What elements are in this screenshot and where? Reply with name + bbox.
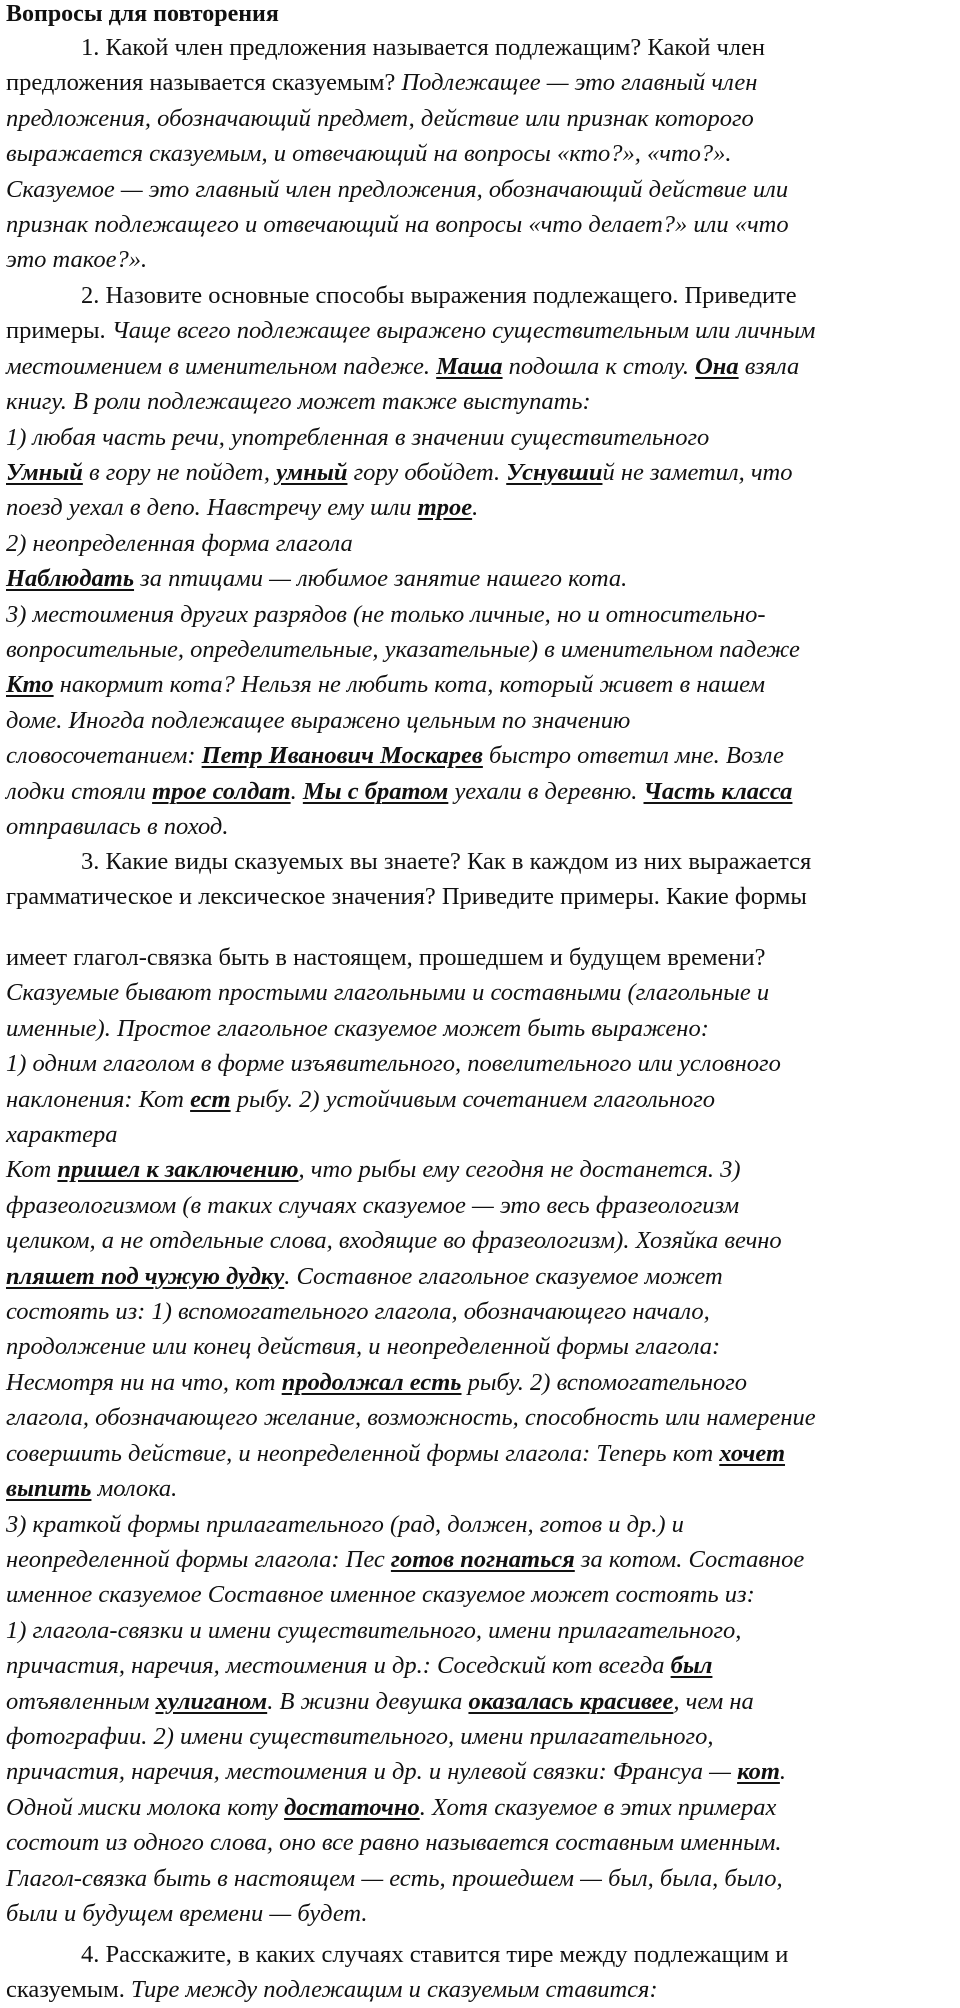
italic-answer-text: признак подлежащего и отвечающий на вопросы «что делает?» или «что <box>6 211 789 239</box>
question-text: имеет глагол-связка быть в настоящем, прошедшем и будущем времени? <box>6 944 766 971</box>
text-line <box>6 844 956 879</box>
italic-answer-text: состоит из одного слова, оно все равно называется составным именным. <box>6 1829 782 1857</box>
question-text: 4. Расскажите, в каких случаях ставится тире между подлежащим и <box>81 1941 789 1968</box>
text-line <box>6 1896 956 1931</box>
text-line <box>6 242 956 277</box>
text-line <box>6 1117 956 1152</box>
page-title: Вопросы для повторения <box>6 1 279 27</box>
text-line <box>6 1046 956 1081</box>
italic-answer-text: состоять из: 1) вспомогательного глагола, обозначающего начало, <box>6 1298 710 1326</box>
text-line <box>6 632 956 667</box>
italic-answer-text: причастия, наречия, местоимения и др.: Соседский кот всегда <box>6 1652 671 1680</box>
italic-answer-text: характера <box>6 1121 118 1149</box>
text-line <box>6 774 956 809</box>
italic-answer-text: Подлежащее — это главный член <box>401 69 758 97</box>
text-line <box>6 1082 956 1117</box>
highlighted-example: достаточно <box>284 1793 420 1821</box>
text-line <box>6 420 956 455</box>
question-2-block <box>6 278 956 845</box>
highlighted-example: умный <box>276 459 348 487</box>
text-line <box>6 136 956 171</box>
text-line <box>6 1471 956 1506</box>
highlighted-example: хулиганом <box>155 1687 268 1715</box>
italic-answer-text: 2) неопределенная форма глагола <box>6 529 353 557</box>
italic-answer-text: уехали в деревню. <box>448 777 644 805</box>
highlighted-example: Она <box>695 352 739 380</box>
italic-answer-text: . Составное глагольное сказуемое может <box>284 1262 723 1290</box>
highlighted-example: трое <box>417 494 473 522</box>
highlighted-example: Уснувши <box>506 459 603 487</box>
text-line <box>6 879 956 914</box>
italic-answer-text: Сказуемые бывают простыми глагольными и составными (глагольные и <box>6 979 770 1007</box>
italic-answer-text: совершить действие, и неопределенной формы глагола: Теперь кот <box>6 1439 720 1467</box>
highlighted-example: Петр Иванович Москарев <box>201 742 483 770</box>
text-line <box>6 561 956 596</box>
text-line <box>6 1223 956 1258</box>
italic-answer-text: за птицами — любимое занятие нашего кота. <box>134 565 628 593</box>
italic-answer-text: поезд уехал в депо. Навстречу ему шли <box>6 494 418 522</box>
italic-answer-text: причастия, наречия, местоимения и др. и нулевой связки: Франсуа — <box>6 1758 738 1786</box>
italic-answer-text: быстро ответил мне. Возле <box>482 742 784 770</box>
italic-answer-text: 3) краткой формы прилагательного (рад, должен, готов и др.) и <box>6 1510 684 1538</box>
highlighted-example: пляшет под чужую дудку <box>6 1262 285 1290</box>
text-line <box>6 1188 956 1223</box>
question-text: примеры. <box>6 317 112 345</box>
italic-answer-text: глагола, обозначающего желание, возможность, способность или намерение <box>6 1404 816 1432</box>
text-line <box>6 809 956 844</box>
italic-answer-text: словосочетанием: <box>6 742 202 770</box>
italic-answer-text: целиком, а не отдельные слова, входящие во фразеологизм). Хозяйка вечно <box>6 1227 782 1255</box>
text-line <box>6 1400 956 1435</box>
text-line <box>6 1329 956 1364</box>
text-line <box>6 703 956 738</box>
italic-answer-text: выражается сказуемым, и отвечающий на вопросы «кто?», «что?». <box>6 140 732 168</box>
text-line <box>6 349 956 384</box>
highlighted-example: Кто <box>6 671 54 699</box>
italic-answer-text: , что рыбы ему сегодня не достанется. 3) <box>298 1156 741 1184</box>
question-text: грамматическое и лексическое значения? Приведите примеры. Какие формы <box>6 883 807 911</box>
italic-answer-text: отправилась в поход. <box>6 813 229 841</box>
italic-answer-text: Чаще всего подлежащее выражено существительным или личным <box>111 317 816 345</box>
question-text: предложения называется сказуемым? <box>6 69 402 97</box>
italic-answer-text: фотографии. 2) имени существительного, имени прилагательного, <box>6 1722 714 1750</box>
italic-answer-text: взяла <box>738 352 800 380</box>
italic-answer-text: это такое?». <box>6 246 148 274</box>
text-line <box>6 1937 956 1972</box>
highlighted-example: был <box>670 1652 713 1680</box>
italic-answer-text: . <box>472 494 479 522</box>
italic-answer-text: вопросительные, определительные, указательные) в именительном падеже <box>6 636 800 664</box>
italic-answer-text: . <box>779 1758 786 1786</box>
text-line <box>6 455 956 490</box>
text-line <box>6 1972 956 2007</box>
text-line <box>6 1436 956 1471</box>
italic-answer-text: . <box>290 777 303 805</box>
highlighted-example: ест <box>190 1085 231 1113</box>
italic-answer-text: 3) местоимения других разрядов (не только личные, но и относительно- <box>6 600 766 628</box>
italic-answer-text: накормит кота? Нельзя не любить кота, который живет в нашем <box>53 671 766 699</box>
text-line <box>6 65 956 100</box>
italic-answer-text: доме. Иногда подлежащее выражено цельным по значению <box>6 706 631 734</box>
italic-answer-text: фразеологизмом (в таких случаях сказуемое — это весь фразеологизм <box>6 1191 740 1219</box>
italic-answer-text: наклонения: Кот <box>6 1085 191 1113</box>
highlighted-example: хочет <box>719 1439 786 1467</box>
text-line <box>6 1294 956 1329</box>
question-text: 1. Какой член предложения называется подлежащим? Какой член <box>81 34 766 61</box>
text-line <box>6 490 956 525</box>
highlighted-example: выпить <box>6 1475 92 1503</box>
highlighted-example: Умный <box>6 459 83 487</box>
italic-answer-text: 1) глагола-связки и имени существительного, имени прилагательного, <box>6 1616 742 1644</box>
question-3-header-block <box>6 844 956 915</box>
italic-answer-text: . В жизни девушка <box>267 1687 469 1715</box>
italic-answer-text: были и будущем времени — будет. <box>6 1899 368 1927</box>
text-line <box>6 1542 956 1577</box>
italic-answer-text: рыбу. 2) вспомогательного <box>461 1368 748 1396</box>
question-1-block <box>6 30 956 278</box>
text-line <box>6 1613 956 1648</box>
question-text: сказуемым. <box>6 1976 131 2004</box>
italic-answer-text: местоимением в именительном падеже. <box>6 352 437 380</box>
highlighted-example: продолжал есть <box>281 1368 462 1396</box>
text-line <box>6 207 956 242</box>
text-line <box>6 313 956 348</box>
highlighted-example: пришел к заключению <box>57 1156 299 1184</box>
question-text: 3. Какие виды сказуемых вы знаете? Как в каждом из них выражается <box>81 848 812 875</box>
highlighted-example: Часть класса <box>643 777 793 805</box>
highlighted-example: Мы с братом <box>302 777 449 805</box>
text-line <box>6 1754 956 1789</box>
text-line <box>6 940 956 975</box>
italic-answer-text: Кот <box>6 1156 58 1184</box>
text-line <box>6 1790 956 1825</box>
italic-answer-text: предложения, обозначающий предмет, действие или признак которого <box>6 104 754 132</box>
italic-answer-text: й не заметил, что <box>602 459 793 487</box>
italic-answer-text: именные). Простое глагольное сказуемое может быть выражено: <box>6 1014 709 1042</box>
highlighted-example: Наблюдать <box>6 565 135 593</box>
italic-answer-text: . Хотя сказуемое в этих примерах <box>419 1793 777 1821</box>
italic-answer-text: Одной миски молока коту <box>6 1793 285 1821</box>
italic-answer-text: в гору не пойдет, <box>82 459 277 487</box>
text-line <box>6 526 956 561</box>
text-line <box>6 1648 956 1683</box>
text-line <box>6 101 956 136</box>
highlighted-example: трое солдат <box>152 777 291 805</box>
italic-answer-text: Глагол-связка быть в настоящем — есть, прошедшем — был, была, было, <box>6 1864 783 1892</box>
highlighted-example: Маша <box>436 352 503 380</box>
italic-answer-text: продолжение или конец действия, и неопределенной формы глагола: <box>6 1333 721 1361</box>
italic-answer-text: книгу. В роли подлежащего может также выступать: <box>6 388 591 416</box>
text-line <box>6 1259 956 1294</box>
text-line <box>6 1152 956 1187</box>
text-line <box>6 30 956 65</box>
italic-answer-text: молока. <box>91 1475 178 1503</box>
text-line <box>6 384 956 419</box>
highlighted-example: готов погнаться <box>390 1545 575 1573</box>
italic-answer-text: 1) одним глаголом в форме изъявительного, повелительного или условного <box>6 1050 781 1078</box>
text-line <box>6 172 956 207</box>
question-4-block <box>6 1937 956 2008</box>
text-line <box>6 1577 956 1612</box>
italic-answer-text: именное сказуемое Составное именное сказуемое может состоять из: <box>6 1581 755 1609</box>
text-line <box>6 975 956 1010</box>
italic-answer-text: за котом. Составное <box>574 1545 805 1573</box>
text-line <box>6 1684 956 1719</box>
italic-answer-text: 1) любая часть речи, употребленная в значении существительного <box>6 423 710 451</box>
text-line <box>6 738 956 773</box>
text-line <box>6 1719 956 1754</box>
text-line <box>6 1825 956 1860</box>
italic-answer-text: Сказуемое — это главный член предложения, обозначающий действие или <box>6 175 789 203</box>
italic-answer-text: гору обойдет. <box>347 459 507 487</box>
italic-answer-text: Тире между подлежащим и сказуемым ставится: <box>130 1976 658 2004</box>
italic-answer-text: отъявленным <box>6 1687 156 1715</box>
highlighted-example: оказалась красивее <box>468 1687 674 1715</box>
text-line <box>6 597 956 632</box>
italic-answer-text: подошла к столу. <box>502 352 696 380</box>
italic-answer-text: рыбу. 2) устойчивым сочетанием глагольного <box>230 1085 716 1113</box>
highlighted-example: кот <box>737 1758 780 1786</box>
italic-answer-text: , чем на <box>673 1687 754 1715</box>
italic-answer-text: лодки стояли <box>6 777 153 805</box>
text-line <box>6 1365 956 1400</box>
text-line <box>6 278 956 313</box>
text-line <box>6 1011 956 1046</box>
text-line <box>6 667 956 702</box>
text-line <box>6 1507 956 1542</box>
italic-answer-text: неопределенной формы глагола: Пес <box>6 1545 391 1573</box>
question-3-answer-block <box>6 940 956 1931</box>
italic-answer-text: Несмотря ни на что, кот <box>6 1368 282 1396</box>
text-line <box>6 1861 956 1896</box>
question-text: 2. Назовите основные способы выражения подлежащего. Приведите <box>81 282 797 309</box>
